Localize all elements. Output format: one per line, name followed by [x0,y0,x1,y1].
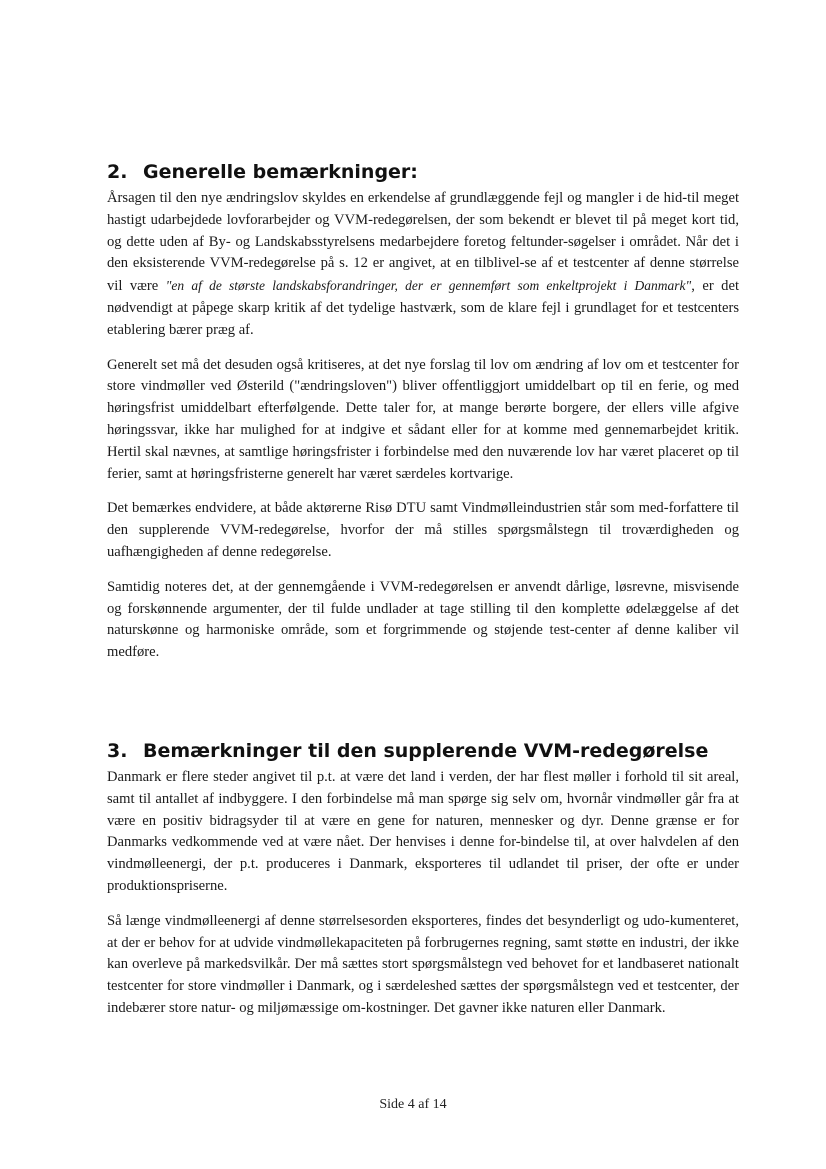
paragraph: Danmark er flere steder angivet til p.t. at være det land i verden, der har flest møller i forhold til sit areal, samt til antallet af indbyggere. I den forbindelse må man spørge sig selv om, hvornår vindmøller går fra at være en positiv bidragsyder til at være en gene for naturen, mennesker og dyr. Denne grænse er for Danmarks vedkommende ved at være nået. Der henvises i denne for-bindelse til, at over halvdelen af den vindmølleenergi, der p.t. produceres i Danmark, eksporteres til udlandet til priser, der ofte er under produktionspriserne. [107,768,739,894]
paragraph: Samtidig noteres det, at der gennemgående i VVM-redegørelsen er anvendt dårlige, løsrevne, misvisende og forskønnende argumenter, der til fulde undlader at tage stilling til den komplette ødelæggelse af det naturskønne og harmoniske område, som et forgrimmende og støjende test-center af denne kaliber vil medføre. [107,578,739,661]
page-content [107,160,739,1033]
section-title: Generelle bemærkninger: [143,161,418,183]
section-number: 2. [107,161,128,183]
paragraph [107,188,739,342]
section-supplementary-remarks [107,739,739,1020]
section-number: 3. [107,739,128,762]
section-heading [107,160,739,184]
paragraph-text: , er det nødvendigt at påpege skarp kritik af det tydelige hastværk, som de klare fejl i grundlaget for et testcenters etablering bærer præg af. [107,278,739,338]
paragraph-text: Årsagen til den nye ændringslov skyldes en erkendelse af grundlæggende fejl og mangler i de hid-til meget hastigt udarbejdede lovforarbejder og VVM-redegørelsen, der som bekendt er blevet til på meget kort tid, og dette uden af By- og Landskabsstyrelsens medarbejdere foretog feltunder-søgelser i området. Når det i den eksisterende VVM-redegørelse på s. 12 er angivet, at en tilblivel-se af et testcenter af denne størrelse vil være [107,190,739,295]
paragraph: Generelt set må det desuden også kritiseres, at det nye forslag til lov om ændring af lov om et testcenter for store vindmøller ved Østerild ("ændringsloven") bliver offentliggjort umiddelbart op til en ferie, og med høringsfrist umiddelbart efterfølgende. Dette taler for, at mange berørte borgere, der ellers ville afgive høringssvar, ikke har mulighed for at indgive et sådant eller for at komme med gennemarbejdet kritik. Hertil skal nævnes, at samtlige høringsfrister i forbindelse med den nuværende lov har været placeret op til ferier, samt at høringsfristerne generelt har været særdeles kortvarige. [107,356,739,482]
quoted-text: "en af de største landskabsforandringer, der er gennemført som enkeltprojekt i Danmark" [165,278,692,294]
paragraph: Det bemærkes endvidere, at både aktørerne Risø DTU samt Vindmølleindustrien står som med-forfattere til den supplerende VVM-redegørelse, hvorfor der må stilles spørgsmålstegn til troværdigheden og uafhængigheden af denne redegørelse. [107,500,739,560]
section-general-remarks [107,160,739,664]
section-spacer [107,677,739,739]
page-number: Side 4 af 14 [379,1097,447,1112]
section-heading [107,739,739,763]
paragraph: Så længe vindmølleenergi af denne størrelsesorden eksporteres, findes det besynderligt og udo-kumenteret, at der er behov for at udvide vindmøllekapaciteten på forbrugernes regning, samt støtte en industri, der ikke kan overleve på markedsvilkår. Der må sættes stort spørgsmålstegn ved behovet for et landbaseret nationalt testcenter for store vindmøller i Danmark, og i særdeleshed sættes der spørgsmålstegn ved et testcenter, der indebærer store natur- og miljømæssige om-kostninger. Det gavner ikke naturen eller Danmark. [107,912,739,1016]
section-title: Bemærkninger til den supplerende VVM-redegørelse [143,739,709,762]
